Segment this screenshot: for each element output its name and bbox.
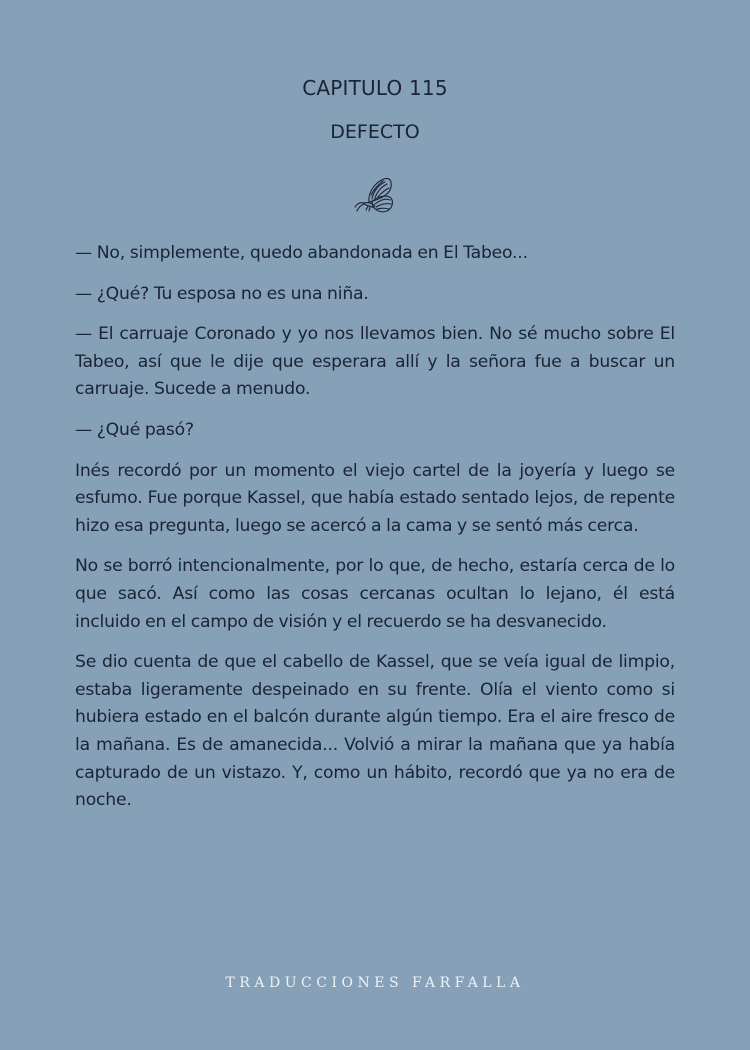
paragraph: — No, simplemente, quedo abandonada en El Tabeo...: [75, 243, 528, 263]
paragraph: — ¿Qué? Tu esposa no es una niña.: [75, 283, 369, 304]
chapter-body: [75, 240, 675, 828]
paragraph: — ¿Qué pasó?: [75, 419, 194, 440]
paragraph: Se dio cuenta de que el cabello de Kassel, que se veía igual de limpio, estaba ligeramente despeinado en su frente. Olía el viento como si hubiera estado en el balcón durante algún tiempo. Era el aire fresco de la mañana. Es de amanecida... Volvió a mirar la mañana que ya había capturado de un vistazo. Y, como un hábito, recordó que ya no era de noche.: [75, 652, 675, 811]
translator-credit: TRADUCCIONES FARFALLA: [225, 975, 525, 991]
paragraph: No se borró intencionalmente, por lo que, de hecho, estaría cerca de lo que sacó. Así como las cosas cercanas ocultan lo lejano, él está incluido en el campo de visión y el recuerdo se ha desvanecido.: [75, 556, 675, 632]
chapter-subtitle: DEFECTO: [330, 121, 420, 143]
chapter-title: CAPITULO 115: [302, 76, 448, 100]
butterfly-icon: [350, 175, 396, 215]
paragraph: Inés recordó por un momento el viejo cartel de la joyería y luego se esfumo. Fue porque Kassel, que había estado sentado lejos, de repente hizo esa pregunta, luego se acercó a la cama y se sentó más cerca.: [75, 460, 675, 536]
paragraph: — El carruaje Coronado y yo nos llevamos bien. No sé mucho sobre El Tabeo, así que le dije que esperara allí y la señora fue a buscar un carruaje. Sucede a menudo.: [75, 324, 675, 400]
